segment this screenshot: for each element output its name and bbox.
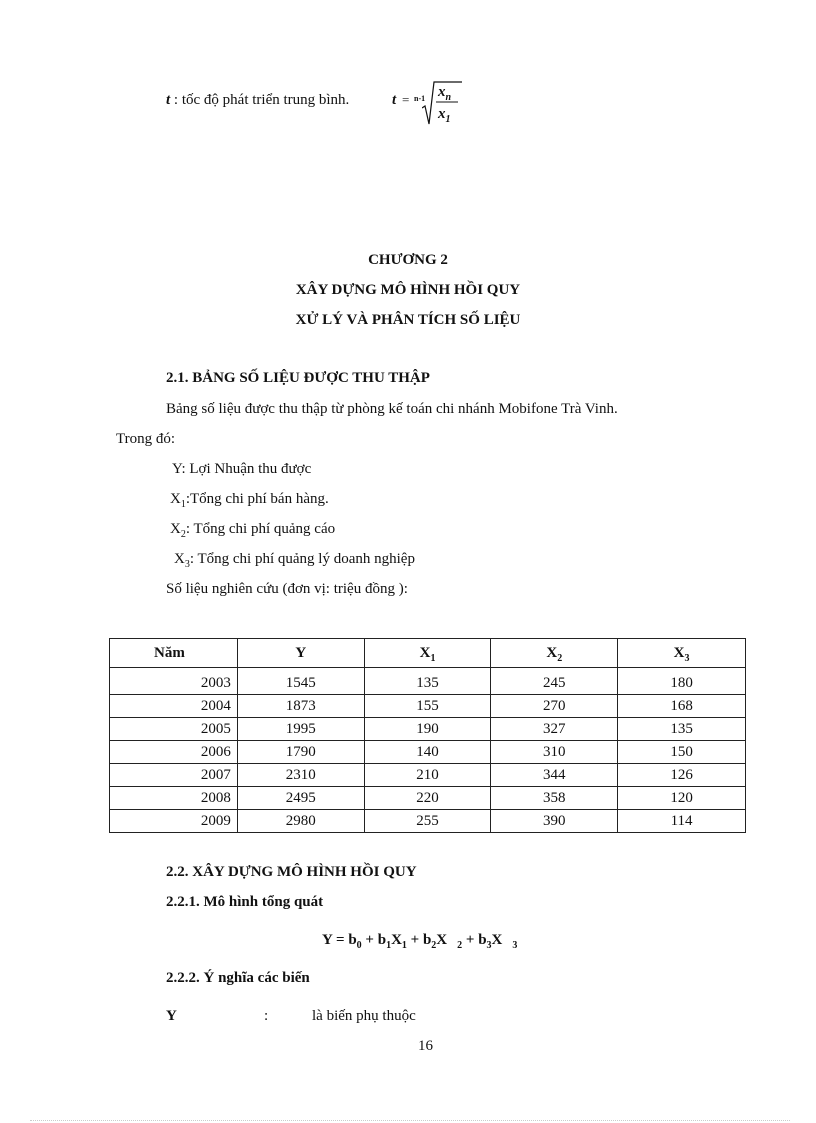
formula-eq: = bbox=[402, 92, 410, 107]
cell-x3: 168 bbox=[618, 695, 746, 718]
cell-y: 1545 bbox=[237, 668, 364, 695]
cell-x1: 220 bbox=[364, 787, 491, 810]
variable-y: Y: Lợi Nhuận thu được bbox=[172, 461, 312, 477]
cell-x3: 150 bbox=[618, 741, 746, 764]
header-x3: $X_3$ bbox=[618, 639, 746, 668]
header-y: Y bbox=[237, 639, 364, 668]
cell-year: 2005 bbox=[110, 718, 238, 741]
cell-x3: 114 bbox=[618, 810, 746, 833]
cell-x3: 120 bbox=[618, 787, 746, 810]
cell-y: 2980 bbox=[237, 810, 364, 833]
cell-x2: 270 bbox=[491, 695, 618, 718]
section-2-1-para-2: Trong đó: bbox=[116, 431, 176, 447]
variable-x3: $X_3$: Tổng chi phí quảng lý doanh nghiệp bbox=[174, 551, 415, 570]
formula-denominator: $x_1$ bbox=[438, 106, 451, 125]
page-bottom-divider bbox=[30, 1120, 790, 1121]
definition-variable: Y bbox=[166, 1008, 177, 1024]
header-x1: $X_1$ bbox=[364, 639, 491, 668]
symbol-t: t bbox=[166, 92, 171, 108]
section-2-1-heading: 2.1. BẢNG SỐ LIỆU ĐƯỢC THU THẬP bbox=[166, 370, 430, 386]
cell-x3: 180 bbox=[618, 668, 746, 695]
cell-x2: 344 bbox=[491, 764, 618, 787]
cell-x2: 390 bbox=[491, 810, 618, 833]
variable-x1: $X_1:Tổng$ chi phí bán hàng. bbox=[170, 491, 329, 510]
header-x2: $X_2$ bbox=[491, 639, 618, 668]
table-row bbox=[110, 668, 746, 695]
section-2-2-heading: 2.2. XÂY DỰNG MÔ HÌNH HỒI QUY bbox=[166, 864, 417, 880]
cell-x1: 155 bbox=[364, 695, 491, 718]
cell-y: 2495 bbox=[237, 787, 364, 810]
regression-equation: $Y = b_0 + b_1X_1 + b_2X$ $_2 + b_3X$ $_3$ bbox=[322, 932, 518, 951]
cell-x1: 255 bbox=[364, 810, 491, 833]
table-row bbox=[110, 810, 746, 833]
cell-year: 2003 bbox=[110, 668, 238, 695]
cell-x2: 358 bbox=[491, 787, 618, 810]
section-2-1-para-1: Bảng số liệu được thu thập từ phòng kế toán chi nhánh Mobifone Trà Vinh. bbox=[166, 401, 618, 417]
cell-year: 2004 bbox=[110, 695, 238, 718]
cell-x2: 310 bbox=[491, 741, 618, 764]
cell-year: 2009 bbox=[110, 810, 238, 833]
cell-y: 1873 bbox=[237, 695, 364, 718]
definition-text: là biến phụ thuộc bbox=[312, 1008, 416, 1024]
cell-year: 2007 bbox=[110, 764, 238, 787]
cell-x3: 135 bbox=[618, 718, 746, 741]
growth-rate-text: : tốc độ phát triển trung bình. bbox=[173, 92, 350, 108]
growth-rate-line bbox=[166, 92, 349, 109]
section-2-2-2-heading: 2.2.2. Ý nghĩa các biến bbox=[166, 970, 310, 986]
growth-rate-formula bbox=[392, 80, 462, 130]
table-row bbox=[110, 718, 746, 741]
cell-year: 2008 bbox=[110, 787, 238, 810]
chapter-title-2: XỬ LÝ VÀ PHÂN TÍCH SỐ LIỆU bbox=[295, 312, 521, 328]
formula-lhs: t bbox=[392, 92, 397, 108]
section-2-2-1-heading: 2.2.1. Mô hình tổng quát bbox=[166, 894, 324, 910]
definition-colon: : bbox=[264, 1008, 269, 1024]
cell-x2: 245 bbox=[491, 668, 618, 695]
cell-y: 2310 bbox=[237, 764, 364, 787]
cell-x1: 135 bbox=[364, 668, 491, 695]
variable-x2: $X_2$: Tổng chi phí quảng cáo bbox=[170, 521, 336, 540]
data-table bbox=[109, 638, 746, 833]
cell-x1: 140 bbox=[364, 741, 491, 764]
cell-x3: 126 bbox=[618, 764, 746, 787]
chapter-number: CHƯƠNG 2 bbox=[368, 252, 448, 268]
cell-x1: 210 bbox=[364, 764, 491, 787]
table-row bbox=[110, 787, 746, 810]
header-year: Năm bbox=[110, 639, 238, 668]
units-note: Số liệu nghiên cứu (đơn vị: triệu đồng ): bbox=[166, 581, 408, 597]
table-row bbox=[110, 741, 746, 764]
table-header-row bbox=[110, 639, 746, 668]
chapter-title-1: XÂY DỰNG MÔ HÌNH HỒI QUY bbox=[295, 282, 521, 298]
formula-root-index: n-1 bbox=[414, 94, 426, 103]
cell-year: 2006 bbox=[110, 741, 238, 764]
cell-x2: 327 bbox=[491, 718, 618, 741]
formula-numerator: $x_n$ bbox=[438, 84, 452, 103]
page-number: 16 bbox=[418, 1038, 433, 1054]
cell-x1: 190 bbox=[364, 718, 491, 741]
cell-y: 1790 bbox=[237, 741, 364, 764]
table-row bbox=[110, 764, 746, 787]
table-row bbox=[110, 695, 746, 718]
cell-y: 1995 bbox=[237, 718, 364, 741]
